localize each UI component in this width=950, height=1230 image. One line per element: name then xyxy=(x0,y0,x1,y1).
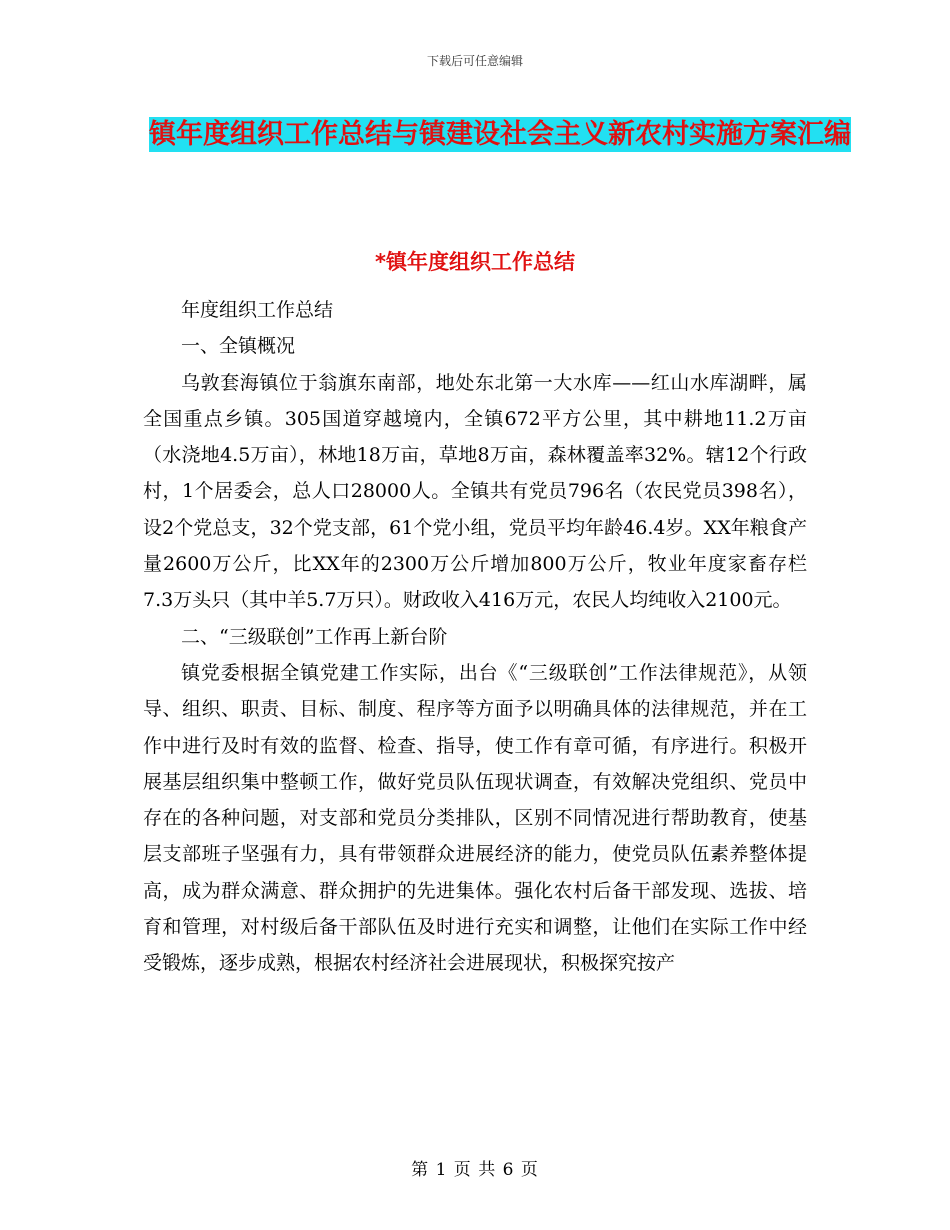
document-title xyxy=(140,108,860,162)
header-note: 下载后可任意编辑 xyxy=(426,54,523,68)
paragraph: 年度组织工作总结 xyxy=(181,299,334,321)
page-footer: 第 1 页 共 6 页 xyxy=(411,1160,539,1180)
body-text xyxy=(143,292,807,982)
paragraph: 镇党委根据全镇党建工作实际，出台《“三级联创”工作法律规范》，从领导、组织、职责、目标、制度、程序等方面予以明确具体的法律规范，并在工作中进行及时有效的监督、检查、指导，使工作有章可循，有序进行。积极开展基层组织集中整顿工作，做好党员队伍现状调查，有效解决党组织、党员中存在的各种问题，对支部和党员分类排队，区别不同情况进行帮助教育，使基层支部班子坚强有力，具有带领群众进展经济的能力，使党员队伍素养整体提高，成为群众满意、群众拥护的先进集体。强化农村后备干部发现、选拔、培育和管理，对村级后备干部队伍及时进行充实和调整，让他们在实际工作中经受锻炼，逐步成熟，根据农村经济社会进展现状，积极探究按产 xyxy=(143,661,807,975)
section-title: *镇年度组织工作总结 xyxy=(375,250,575,274)
paragraph: 一、全镇概况 xyxy=(181,335,296,358)
paragraph: 二、“三级联创”工作再上新台阶 xyxy=(181,625,448,648)
paragraph: 乌敦套海镇位于翁旗东南部，地处东北第一大水库——红山水库湖畔，属全国重点乡镇。305国道穿越境内，全镇672平方公里，其中耕地11.2万亩（水浇地4.5万亩），林地18万亩，草地8万亩，森林覆盖率32%。辖12个行政村，1个居委会，总人口28000人。全镇共有党员796名（农民党员398名），设2个党总支，32个党支部，61个党小组，党员平均年龄46.4岁。XX年粮食产量2600万公斤，比XX年的2300万公斤增加800万公斤，牧业年度家畜存栏7.3万头只（其中羊5.7万只）。财政收入416万元，农民人均纯收入2100元。 xyxy=(143,371,807,612)
document-title-text: 镇年度组织工作总结与镇建设社会主义新农村实施方案汇编 xyxy=(149,119,851,150)
